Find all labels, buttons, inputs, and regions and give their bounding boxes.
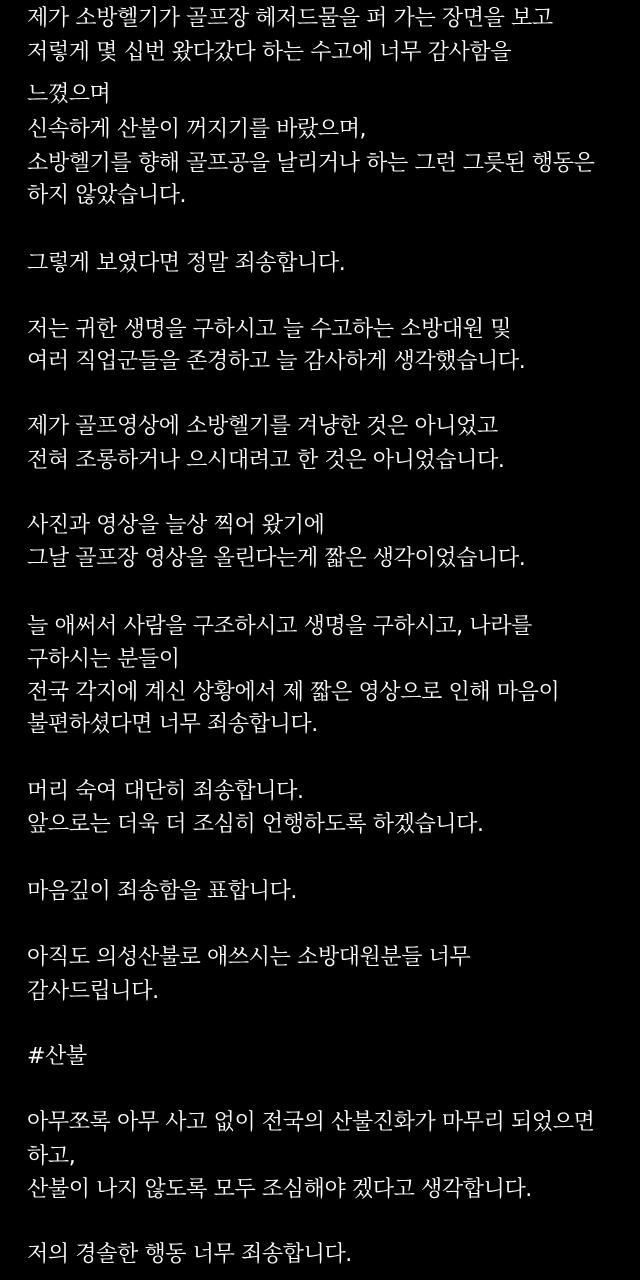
text-line: 전국 각지에 계신 상황에서 제 짧은 영상으로 인해 마음이 — [27, 680, 560, 705]
text-line: 하지 않았습니다. — [27, 183, 187, 208]
text-line: 저렇게 몇 십번 왔다갔다 하는 수고에 너무 감사함을 — [27, 40, 512, 65]
text-line: 하고, — [27, 1144, 76, 1169]
text-line: 마음깊이 죄송함을 표합니다. — [27, 879, 298, 904]
text-line: 그렇게 보였다면 정말 죄송합니다. — [27, 251, 346, 276]
text-line: 제가 골프영상에 소방헬기를 겨냥한 것은 아니었고 — [27, 414, 498, 439]
text-line: 신속하게 산불이 꺼지기를 바랐으며, — [27, 117, 367, 142]
text-line: 소방헬기를 향해 골프공을 날리거나 하는 그런 그릇된 행동은 — [27, 151, 595, 176]
text-line: 늘 애써서 사람을 구조하시고 생명을 구하시고, 나라를 — [27, 614, 532, 639]
text-line: 머리 숙여 대단히 죄송합니다. — [27, 779, 304, 804]
text-line: 산불이 나지 않도록 모두 조심해야 겠다고 생각합니다. — [27, 1177, 532, 1202]
text-line: 불편하셨다면 너무 죄송합니다. — [27, 712, 318, 737]
text-line: 구하시는 분들이 — [27, 647, 180, 672]
text-line: 저는 귀한 생명을 구하시고 늘 수고하는 소방대원 및 — [27, 317, 512, 342]
hashtag[interactable]: #산불 — [27, 1044, 87, 1069]
text-line: 감사드립니다. — [27, 979, 159, 1004]
text-line: 제가 소방헬기가 골프장 헤저드물을 퍼 가는 장면을 보고 — [27, 6, 553, 31]
text-line: 전혀 조롱하거나 으시대려고 한 것은 아니었습니다. — [27, 448, 505, 473]
text-line: 아직도 의성산불로 애쓰시는 소방대원분들 너무 — [27, 945, 471, 970]
text-line: 느꼈으며 — [27, 82, 111, 107]
text-line: 여러 직업군들을 존경하고 늘 감사하게 생각했습니다. — [27, 349, 526, 374]
text-line: 저의 경솔한 행동 너무 죄송합니다. — [27, 1242, 352, 1267]
text-line: 사진과 영상을 늘상 찍어 왔기에 — [27, 513, 325, 538]
text-line: 앞으로는 더욱 더 조심히 언행하도록 하겠습니다. — [27, 812, 484, 837]
text-line: 그날 골프장 영상을 올린다는게 짧은 생각이었습니다. — [27, 546, 526, 571]
text-line: 아무쪼록 아무 사고 없이 전국의 산불진화가 마무리 되었으면 — [27, 1110, 595, 1135]
